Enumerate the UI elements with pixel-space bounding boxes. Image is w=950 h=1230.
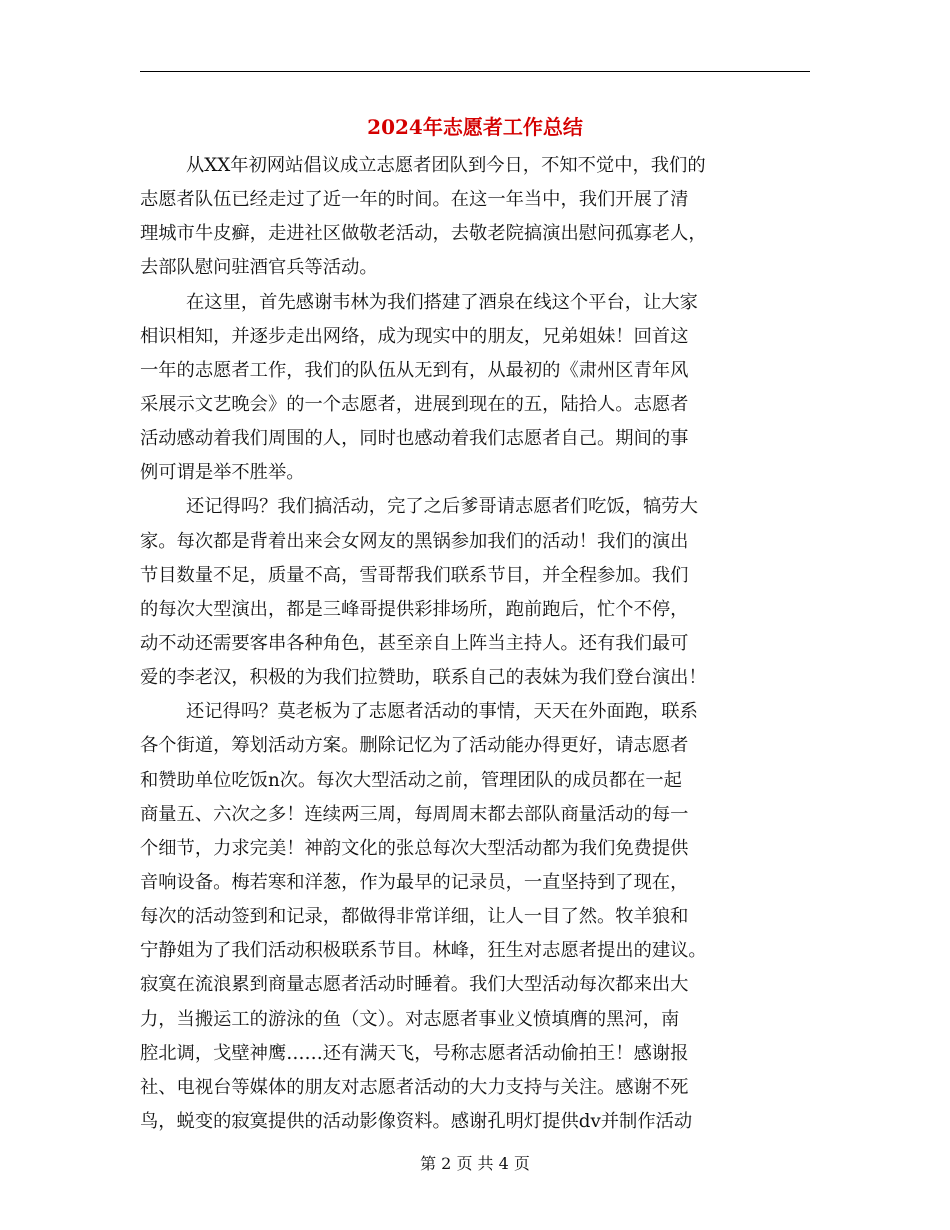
paragraph-3-line-1: 还记得吗？我们搞活动，完了之后爹哥请志愿者们吃饭，犒劳大 (186, 496, 698, 518)
paragraph-4-line-10: 力，当搬运工的游泳的鱼（文）。对志愿者事业义愤填膺的黑河，南 (140, 1008, 680, 1030)
paragraph-2-line-3: 一年的志愿者工作，我们的队伍从无到有，从最初的《肃州区青年风 (140, 359, 689, 381)
paragraph-4-line-4: 商量五、六次之多！连续两三周，每周周末都去部队商量活动的每一 (140, 803, 689, 825)
paragraph-2-line-6: 例可谓是举不胜举。 (140, 462, 305, 484)
paragraph-2-line-2: 相识相知，并逐步走出网络，成为现实中的朋友，兄弟姐妹！回首这 (140, 325, 689, 347)
paragraph-3-line-5: 动不动还需要客串各种角色，甚至亲自上阵当主持人。还有我们最可 (140, 632, 689, 654)
page-number-footer: 第 2 页 共 4 页 (420, 1154, 530, 1173)
paragraph-3-line-2: 家。每次都是背着出来会女网友的黑锅参加我们的活动！我们的演出 (140, 530, 689, 552)
paragraph-2-line-4: 采展示文艺晚会》的一个志愿者，进展到现在的五，陆拾人。志愿者 (140, 393, 689, 415)
paragraph-1-line-2: 志愿者队伍已经走过了近一年的时间。在这一年当中，我们开展了清 (140, 189, 689, 211)
paragraph-1-line-1: 从XX年初网站倡议成立志愿者团队到今日，不知不觉中，我们的 (186, 155, 706, 176)
paragraph-4-line-12: 社、电视台等媒体的朋友对志愿者活动的大力支持与关注。感谢不死 (140, 1076, 689, 1098)
paragraph-4-line-11: 腔北调，戈壁神鹰……还有满天飞，号称志愿者活动偷拍王！感谢报 (140, 1042, 689, 1064)
paragraph-4-line-9: 寂寞在流浪累到商量志愿者活动时睡着。我们大型活动每次都来出大 (140, 974, 689, 996)
paragraph-3-line-6: 爱的李老汉，积极的为我们拉赞助，联系自己的表妹为我们登台演出！ (140, 667, 707, 689)
paragraph-4-line-5: 个细节，力求完美！神韵文化的张总每次大型活动都为我们免费提供 (140, 837, 689, 859)
paragraph-2-line-5: 活动感动着我们周围的人，同时也感动着我们志愿者自己。期间的事 (140, 428, 689, 450)
paragraph-4-line-8: 宁静姐为了我们活动积极联系节目。林峰，狂生对志愿者提出的建议。 (140, 940, 707, 962)
paragraph-4-line-13: 鸟，蜕变的寂寞提供的活动影像资料。感谢孔明灯提供dv并制作活动 (140, 1110, 693, 1132)
paragraph-4-line-1: 还记得吗？莫老板为了志愿者活动的事情，天天在外面跑，联系 (186, 701, 698, 723)
paragraph-2-line-1: 在这里，首先感谢韦林为我们搭建了酒泉在线这个平台，让大家 (186, 291, 698, 313)
paragraph-3-line-3: 节目数量不足，质量不高，雪哥帮我们联系节目，并全程参加。我们 (140, 564, 689, 586)
document-body (140, 149, 810, 1139)
paragraph-4-line-3: 和赞助单位吃饭n次。每次大型活动之前，管理团队的成员都在一起 (140, 769, 682, 791)
document-title: 2024年志愿者工作总结 (367, 115, 583, 139)
paragraph-1-line-3: 理城市牛皮癣，走进社区做敬老活动，去敬老院搞演出慰问孤寡老人， (140, 223, 707, 245)
paragraph-4-line-7: 每次的活动签到和记录，都做得非常详细，让人一目了然。牧羊狼和 (140, 906, 689, 928)
paragraph-3-line-4: 的每次大型演出，都是三峰哥提供彩排场所，跑前跑后，忙个不停， (140, 598, 689, 620)
header-rule (140, 71, 810, 72)
paragraph-1-line-4: 去部队慰问驻酒官兵等活动。 (140, 257, 378, 279)
paragraph-4-line-6: 音响设备。梅若寒和洋葱，作为最早的记录员，一直坚持到了现在， (140, 871, 689, 893)
paragraph-4-line-2: 各个街道，筹划活动方案。删除记忆为了活动能办得更好，请志愿者 (140, 735, 689, 757)
